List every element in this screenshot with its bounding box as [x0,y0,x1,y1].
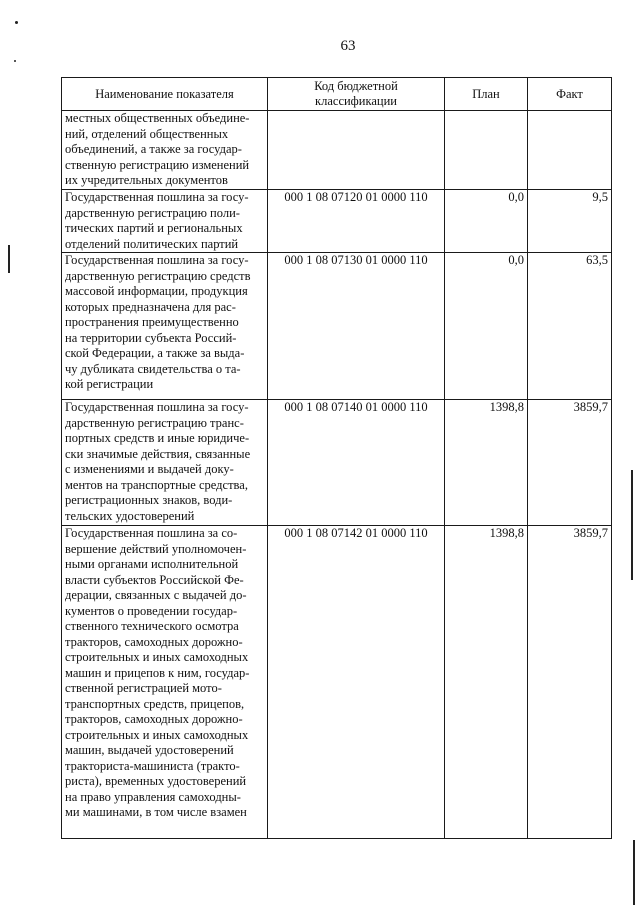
row-fact-cell: 9,5 [528,190,612,253]
row-name-cell: Государственная пошлина за госу- дарственную регистрацию транс- портных средств и иные юридиче- ски значимые действия, связанные с изменениями и выдачей доку- ментов на транспортные средства, регистрационных знаков, води- тельских удостоверений [62,400,268,526]
scan-edge-line [633,840,635,905]
row-plan-cell: 0,0 [445,253,528,400]
row-plan-cell [445,111,528,190]
header-code: Код бюджетной классификации [268,78,445,111]
row-name-cell: Государственная пошлина за со- вершение действий уполномочен- ными органами исполнительной власти субъектов Российской Фе- дерации, связанных с выдачей до- кументов о проведении государ- ственного технического осмотра тракторов, самоходных дорожно- строительных и иных самоходных машин и прицепов к ним, государ- ственной регистрацией мото- транспортных средств, прицепов, тракторов, самоходных дорожно- строительных и иных самоходных машин, выдачей удостоверений тракториста-машиниста (тракто- риста), временных удостоверений на право управления самоходны- ми машинами, в том числе взамен [62,526,268,839]
scan-dot-mark [15,21,18,24]
table-row [62,111,612,190]
table-row [62,190,612,253]
row-name-cell: Государственная пошлина за госу- дарственную регистрацию поли- тических партий и региональных отделений политических партий [62,190,268,253]
row-name-cell: Государственная пошлина за госу- дарственную регистрацию средств массовой информации, продукция которых предназначена для рас- пространения преимущественно на территории субъекта Россий- ской Федерации, а также за выда- чу дубликата свидетельства о та- кой регистрации [62,253,268,400]
table-row [62,526,612,839]
header-plan: План [445,78,528,111]
row-code-cell: 000 1 08 07130 01 0000 110 [268,253,445,400]
row-plan-cell: 1398,8 [445,400,528,526]
header-name: Наименование показателя [62,78,268,111]
scan-margin-line [8,245,10,273]
row-code-cell: 000 1 08 07142 01 0000 110 [268,526,445,839]
row-code-cell [268,111,445,190]
row-code-cell: 000 1 08 07140 01 0000 110 [268,400,445,526]
page-number: 63 [340,38,356,54]
row-fact-cell: 63,5 [528,253,612,400]
row-plan-cell: 0,0 [445,190,528,253]
row-plan-cell: 1398,8 [445,526,528,839]
table-header-row [62,78,612,111]
table-row [62,253,612,400]
row-name-cell: местных общественных объедине- ний, отделений общественных объединений, а также за государ- ственную регистрацию изменений их учредительных документов [62,111,268,190]
row-code-cell: 000 1 08 07120 01 0000 110 [268,190,445,253]
row-fact-cell: 3859,7 [528,526,612,839]
table-row [62,400,612,526]
budget-table [61,77,612,839]
row-fact-cell [528,111,612,190]
scan-dot-mark [14,60,16,62]
row-fact-cell: 3859,7 [528,400,612,526]
scan-edge-line [631,470,633,580]
header-fact: Факт [528,78,612,111]
